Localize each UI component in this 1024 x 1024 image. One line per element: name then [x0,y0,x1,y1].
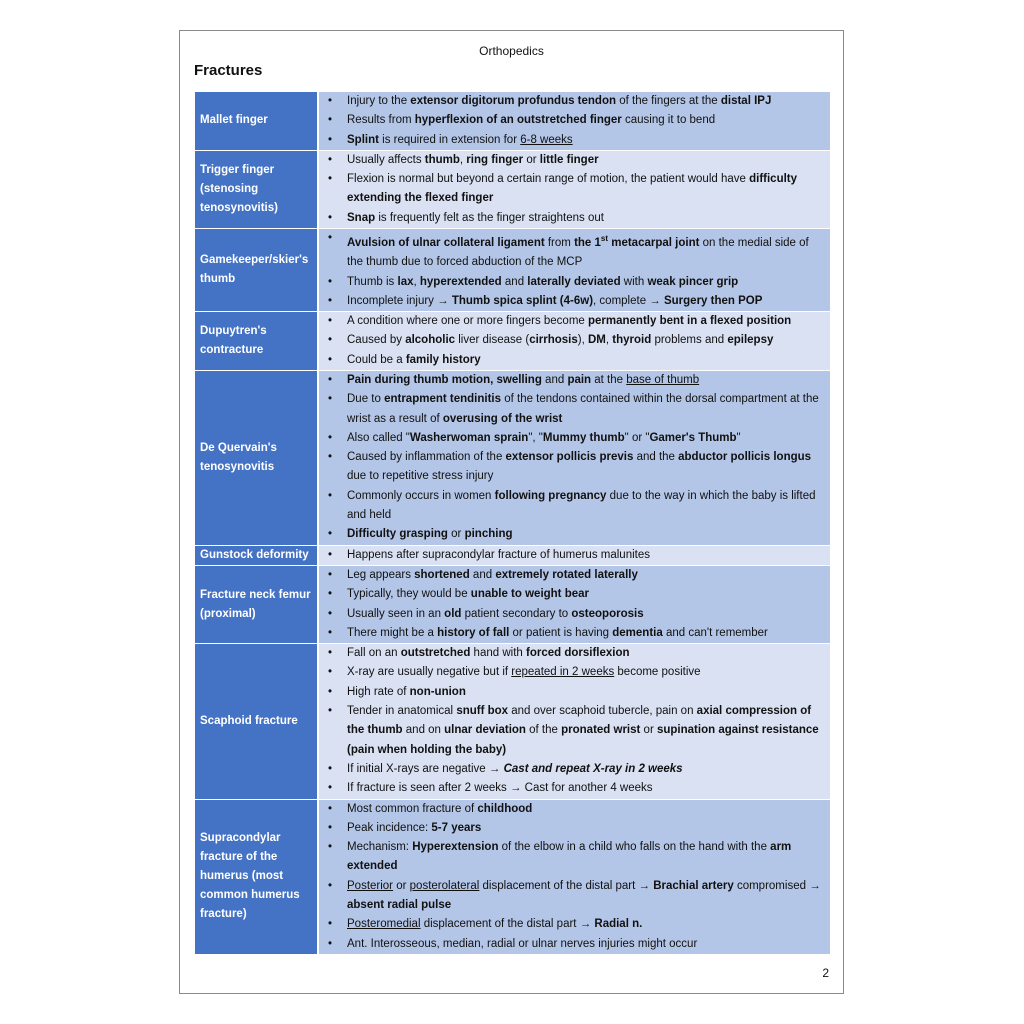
bullet-item: • Usually affects thumb, ring finger or little finger [319,151,826,170]
bullet-item: • Caused by inflammation of the extensor pollicis previs and the abductor pollicis longus due to repetitive stress injury [319,448,826,487]
row-content [319,229,830,311]
bullet-item: • Posterior or posterolateral displacement of the distal part → Brachial artery compromised → absent radial pulse [319,877,826,916]
bullet-item: • Pain during thumb motion, swelling and pain at the base of thumb [319,371,826,390]
bullet-item: • Usually seen in an old patient secondary to osteoporosis [319,605,826,624]
table-row [195,800,830,955]
bullet-item: • Results from hyperflexion of an outstretched finger causing it to bend [319,111,826,130]
row-label: Trigger finger (stenosing tenosynovitis) [195,151,319,228]
bullet-item: • If initial X-rays are negative → Cast and repeat X-ray in 2 weeks [319,760,826,779]
bullet-item: • Leg appears shortened and extremely rotated laterally [319,566,826,585]
bullet-item: • Fall on an outstretched hand with forced dorsiflexion [319,644,826,663]
bullet-item: • Also called "Washerwoman sprain", "Mummy thumb" or "Gamer's Thumb" [319,429,826,448]
row-label: De Quervain's tenosynovitis [195,371,319,545]
bullet-item: • Splint is required in extension for 6-8 weeks [319,131,826,150]
bullet-item: • High rate of non-union [319,683,826,702]
table-row [195,566,830,644]
bullet-item: • Happens after supracondylar fracture of humerus malunites [319,546,826,565]
row-content [319,546,830,565]
row-label: Fracture neck femur (proximal) [195,566,319,643]
row-label: Scaphoid fracture [195,644,319,798]
bullet-item: • Could be a family history [319,351,826,370]
bullet-item: • Avulsion of ulnar collateral ligament from the 1st metacarpal joint on the medial side of the thumb due to forced abduction of the MCP [319,229,826,272]
table-row [195,229,830,312]
bullet-item: • Flexion is normal but beyond a certain range of motion, the patient would have difficulty extending the flexed finger [319,170,826,209]
table-row [195,546,830,566]
row-content [319,371,830,545]
row-content [319,800,830,954]
row-label: Dupuytren's contracture [195,312,319,370]
bullet-item: • A condition where one or more fingers become permanently bent in a flexed position [319,312,826,331]
bullet-item: • Posteromedial displacement of the distal part → Radial n. [319,915,826,934]
table-row [195,371,830,546]
bullet-item: • Injury to the extensor digitorum profundus tendon of the fingers at the distal IPJ [319,92,826,111]
bullet-item: • Mechanism: Hyperextension of the elbow in a child who falls on the hand with the arm extended [319,838,826,877]
fractures-table [195,92,830,955]
row-content [319,566,830,643]
bullet-item: • Commonly occurs in women following pregnancy due to the way in which the baby is lifted and held [319,487,826,526]
row-content [319,151,830,228]
bullet-item: • Most common fracture of childhood [319,800,826,819]
bullet-item: • Difficulty grasping or pinching [319,525,826,544]
table-row [195,151,830,229]
table-row [195,312,830,371]
row-content [319,312,830,370]
bullet-item: • If fracture is seen after 2 weeks → Cast for another 4 weeks [319,779,826,798]
document-page [179,30,844,994]
bullet-item: • Due to entrapment tendinitis of the tendons contained within the dorsal compartment at the wrist as a result of overusing of the wrist [319,390,826,429]
row-label: Supracondylar fracture of the humerus (most common humerus fracture) [195,800,319,954]
table-row [195,92,830,151]
bullet-item: • Caused by alcoholic liver disease (cirrhosis), DM, thyroid problems and epilepsy [319,331,826,350]
bullet-item: • Typically, they would be unable to weight bear [319,585,826,604]
row-content [319,92,830,150]
bullet-item: • X-ray are usually negative but if repeated in 2 weeks become positive [319,663,826,682]
row-label: Gamekeeper/skier's thumb [195,229,319,311]
table-row [195,644,830,799]
row-label: Mallet finger [195,92,319,150]
row-label: Gunstock deformity [195,546,319,565]
bullet-item: • There might be a history of fall or patient is having dementia and can't remember [319,624,826,643]
bullet-item: • Snap is frequently felt as the finger straightens out [319,209,826,228]
bullet-item: • Peak incidence: 5-7 years [319,819,826,838]
page-header: Orthopedics [479,44,544,58]
bullet-item: • Incomplete injury → Thumb spica splint (4-6w), complete → Surgery then POP [319,292,826,311]
bullet-item: • Ant. Interosseous, median, radial or ulnar nerves injuries might occur [319,935,826,954]
page-number: 2 [822,966,829,980]
bullet-item: • Tender in anatomical snuff box and over scaphoid tubercle, pain on axial compression of the thumb and on ulnar deviation of the pronated wrist or supination against resistance (pain when holding the baby) [319,702,826,760]
section-title: Fractures [194,62,263,79]
bullet-item: • Thumb is lax, hyperextended and laterally deviated with weak pincer grip [319,273,826,292]
row-content [319,644,830,798]
